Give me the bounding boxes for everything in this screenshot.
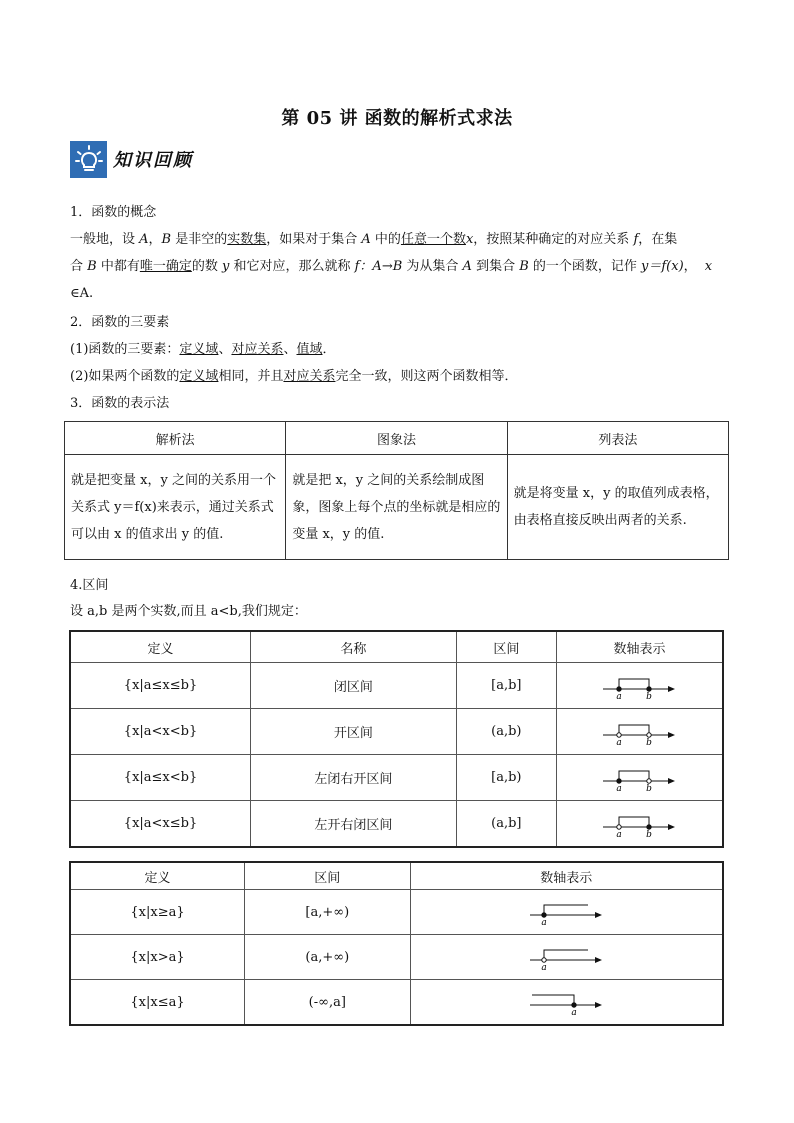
definition-cell: {x|a<x≤b} — [70, 801, 251, 848]
interval-cell: (-∞,a] — [245, 980, 411, 1026]
endpoint-label: a — [541, 963, 547, 972]
paragraph-line: (2)如果两个函数的定义域相同，并且对应关系完全一致，则这两个函数相等． — [70, 369, 518, 384]
definition-cell: {x|a<x<b} — [70, 709, 251, 755]
table-header: 区间 — [245, 862, 411, 890]
number-line — [526, 897, 606, 927]
interval-cell: [a,+∞) — [245, 890, 411, 935]
endpoint-label: a — [616, 737, 623, 747]
interval-bracket — [619, 817, 649, 827]
number-line — [599, 671, 679, 701]
table-row — [70, 890, 723, 935]
infinite-interval-table — [69, 861, 724, 1026]
closed-endpoint — [617, 778, 621, 782]
ray-line — [544, 950, 588, 960]
interval-cell: [a,b) — [456, 755, 556, 801]
heading-representation: 3．函数的表示法 — [70, 396, 170, 411]
endpoint-label: a — [616, 691, 623, 701]
section-banner-label: 知识回顾 — [113, 150, 193, 171]
heading-intervals: 4.区间 — [70, 578, 109, 593]
paragraph-line: 一般地，设 A，B 是非空的实数集，如果对于集合 A 中的任意一个数x，按照某种确定的对应关系 f，在集 — [70, 232, 678, 247]
table-header: 区间 — [456, 631, 556, 663]
closed-endpoint — [647, 824, 651, 828]
table-row — [70, 755, 723, 801]
number-line-cell — [410, 935, 723, 980]
number-line-cell — [556, 709, 723, 755]
interval-cell: (a,b) — [456, 709, 556, 755]
table-header: 数轴表示 — [556, 631, 723, 663]
number-line — [599, 717, 679, 747]
open-endpoint — [647, 778, 651, 782]
endpoint-label: a — [541, 918, 547, 927]
ray-line — [544, 905, 588, 915]
definition-cell: {x|a≤x≤b} — [70, 663, 251, 709]
table-header: 列表法 — [507, 422, 728, 455]
table-row — [70, 980, 723, 1026]
axis-arrow — [595, 1002, 602, 1008]
axis-arrow — [668, 686, 675, 692]
closed-endpoint — [617, 686, 621, 690]
representation-table — [64, 421, 729, 560]
open-endpoint — [617, 732, 621, 736]
name-cell: 开区间 — [251, 709, 457, 755]
interval-cell: [a,b] — [456, 663, 556, 709]
finite-interval-table — [69, 630, 724, 848]
definition-cell: {x|x≥a} — [70, 890, 245, 935]
table-cell: 就是把 x，y 之间的关系绘制成图象，图象上每个点的坐标就是相应的变量 x，y 的值. — [286, 455, 507, 560]
table-header: 数轴表示 — [410, 862, 723, 890]
number-line — [599, 809, 679, 839]
table-header: 解析法 — [65, 422, 286, 455]
paragraph-line: 设 a,b 是两个实数,而且 a<b,我们规定： — [70, 604, 307, 619]
closed-endpoint — [572, 1003, 576, 1007]
table-cell: 就是把变量 x，y 之间的关系用一个关系式 y＝f(x)来表示，通过关系式可以由 x 的值求出 y 的值. — [65, 455, 286, 560]
interval-bracket — [619, 679, 649, 689]
axis-arrow — [595, 957, 602, 963]
name-cell: 闭区间 — [251, 663, 457, 709]
definition-cell: {x|a≤x<b} — [70, 755, 251, 801]
table-row — [70, 801, 723, 848]
page-title: 第 05 讲 函数的解析式求法 — [281, 108, 513, 129]
number-line — [599, 763, 679, 793]
interval-bracket — [619, 771, 649, 781]
table-row — [70, 709, 723, 755]
heading-three-elements: 2．函数的三要素 — [70, 315, 170, 330]
table-header: 定义 — [70, 631, 251, 663]
number-line — [526, 987, 606, 1017]
name-cell: 左开右闭区间 — [251, 801, 457, 848]
closed-endpoint — [542, 913, 546, 917]
axis-arrow — [668, 732, 675, 738]
axis-arrow — [668, 778, 675, 784]
axis-arrow — [595, 912, 602, 918]
lightbulb-icon — [70, 141, 107, 178]
heading-function-concept: 1．函数的概念 — [70, 205, 157, 220]
number-line-cell — [556, 663, 723, 709]
number-line-cell — [410, 890, 723, 935]
interval-cell: (a,+∞) — [245, 935, 411, 980]
endpoint-label: a — [616, 783, 623, 793]
open-endpoint — [617, 824, 621, 828]
endpoint-label: b — [646, 691, 653, 701]
paragraph-line: 合 B 中都有唯一确定的数 y 和它对应，那么就称 f：A→B 为从集合 A 到集合 B 的一个函数，记作 y＝f(x)， x — [70, 259, 713, 274]
closed-endpoint — [647, 686, 651, 690]
definition-cell: {x|x>a} — [70, 935, 245, 980]
paragraph-line: (1)函数的三要素：定义域、对应关系、值域． — [70, 342, 336, 357]
number-line-cell — [410, 980, 723, 1026]
definition-cell: {x|x≤a} — [70, 980, 245, 1026]
endpoint-label: b — [646, 829, 653, 839]
axis-arrow — [668, 824, 675, 830]
interval-bracket — [619, 725, 649, 735]
endpoint-label: b — [646, 737, 653, 747]
table-row — [70, 935, 723, 980]
number-line-cell — [556, 801, 723, 848]
interval-cell: (a,b] — [456, 801, 556, 848]
number-line-cell — [556, 755, 723, 801]
endpoint-label: a — [616, 829, 623, 839]
ray-line — [532, 995, 574, 1005]
table-row — [70, 663, 723, 709]
open-endpoint — [542, 958, 546, 962]
endpoint-label: b — [646, 783, 653, 793]
open-endpoint — [647, 732, 651, 736]
table-header: 名称 — [251, 631, 457, 663]
number-line — [526, 942, 606, 972]
table-cell: 就是将变量 x，y 的取值列成表格，由表格直接反映出两者的关系. — [507, 455, 728, 560]
endpoint-label: a — [571, 1008, 577, 1017]
table-header: 图象法 — [286, 422, 507, 455]
paragraph-line: ∈A. — [70, 286, 94, 301]
name-cell: 左闭右开区间 — [251, 755, 457, 801]
section-banner — [70, 139, 193, 179]
table-header: 定义 — [70, 862, 245, 890]
